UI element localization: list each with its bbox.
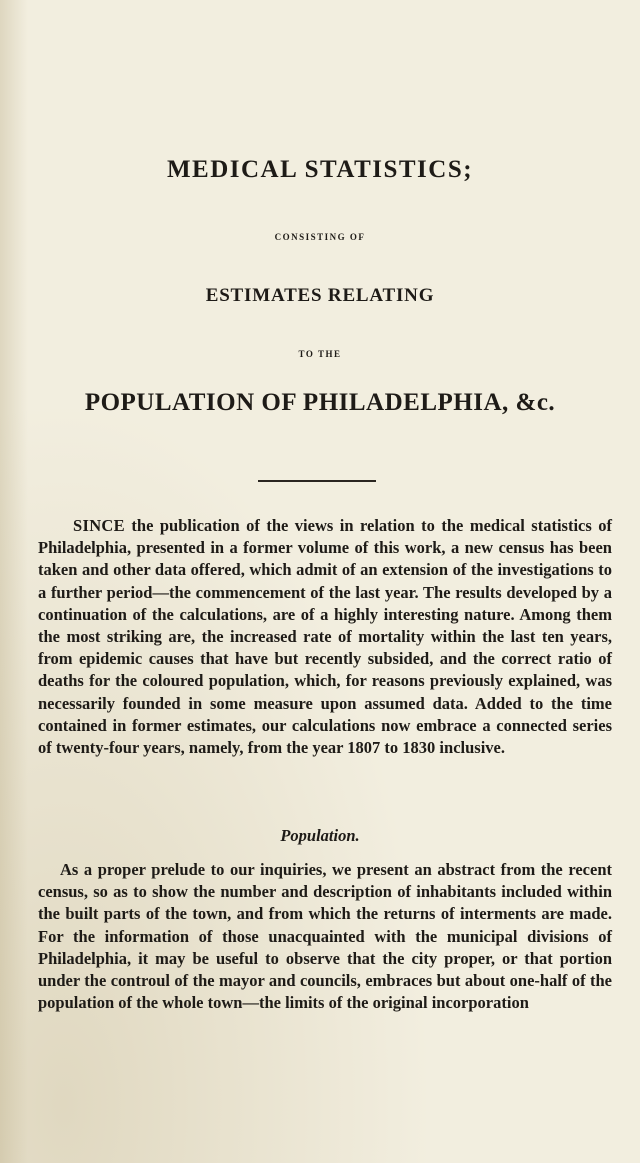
page-title: MEDICAL STATISTICS; [166, 156, 474, 183]
subtitle-consisting-of: CONSISTING OF [274, 232, 366, 242]
intro-lead-word: SINCE [73, 516, 125, 535]
subtitle-to-the: TO THE [298, 349, 342, 359]
subtitle-estimates: ESTIMATES RELATING [205, 285, 435, 306]
subtitle-population: POPULATION OF PHILADELPHIA, &c. [84, 389, 556, 416]
section-divider [258, 480, 376, 482]
population-paragraph: As a proper prelude to our inquiries, we present an abstract from the recent census, so as to show the number and description of inhabitants included within the built parts of the town, and from which the returns of interments are made. For the information of those unacquainted with the municipal divisions of Philadelphia, it may be useful to observe that the city proper, or that portion under the controul of the mayor and councils, embraces but about one-half of the population of the whole town—the limits of the original incorporation [38, 860, 612, 1013]
intro-paragraph-text: the publication of the views in relation to the medical statistics of Philadelphia, presented in a former volume of this work, a new census has been taken and other data offered, which admit of an extension of the investigations to a further period—the commencement of the last year. The results developed by a continuation of the calculations, are of a highly interesting nature. Among them the most striking are, the increased rate of mortality within the last ten years, from epidemic causes that have but recently subsided, and the correct ratio of deaths for the coloured population, which, for reasons previously explained, was necessarily founded in some measure upon assumed data. Added to the time contained in former estimates, our calculations now embrace a connected series of twenty-four years, namely, from the year 1807 to 1830 inclusive. [38, 516, 612, 758]
intro-paragraph [38, 515, 612, 759]
section-heading-population: Population. [280, 826, 360, 845]
